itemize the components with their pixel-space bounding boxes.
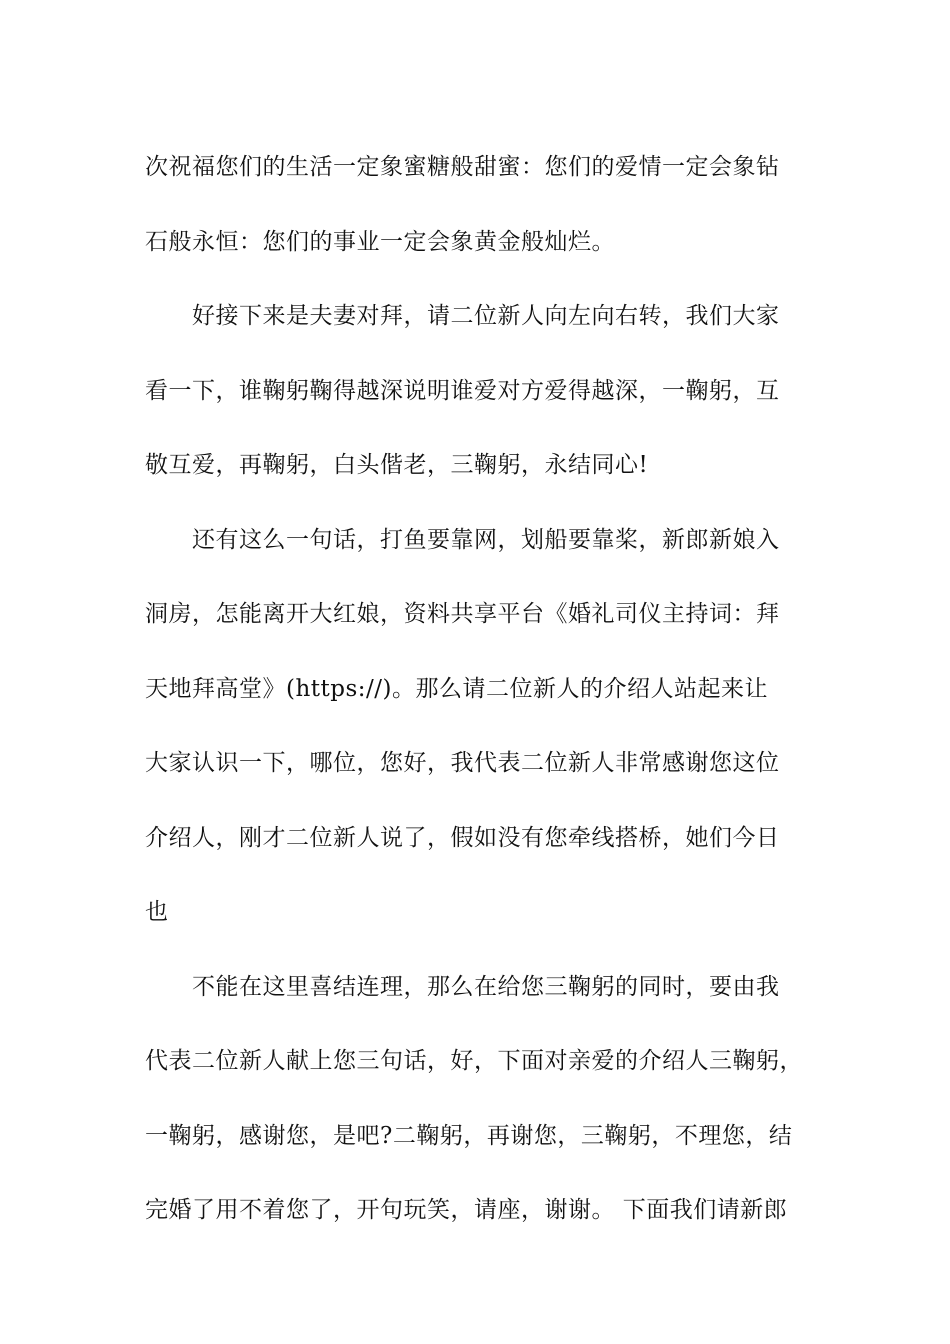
text-line: 石般永恒：您们的事业一定会象黄金般灿烂。 [145, 228, 615, 255]
text-line: 敬互爱，再鞠躬，白头偕老，三鞠躬，永结同心! [145, 452, 649, 478]
text-line: 一鞠躬，感谢您，是吧?二鞠躬，再谢您，三鞠躬，不理您，结 [145, 1122, 793, 1149]
text-line: 洞房，怎能离开大红娘，资料共享平台《婚礼司仪主持词：拜 [145, 601, 780, 627]
text-line: 代表二位新人献上您三句话，好，下面对亲爱的介绍人三鞠躬， [145, 1048, 803, 1074]
text-line: 完婚了用不着您了，开句玩笑，请座，谢谢。 下面我们请新郎 [145, 1197, 788, 1223]
paragraph-start-line: 还有这么一句话，打鱼要靠网，划船要靠桨，新郎新娘入 [192, 526, 780, 553]
text-line: 也 [145, 899, 169, 925]
text-line: 次祝福您们的生活一定象蜜糖般甜蜜：您们的爱情一定会象钻 [145, 154, 780, 180]
text-line: 介绍人，刚才二位新人说了，假如没有您牵线搭桥，她们今日 [145, 824, 780, 851]
text-line: 看一下，谁鞠躬鞠得越深说明谁爱对方爱得越深，一鞠躬，互 [145, 377, 780, 404]
paragraph-start-line: 不能在这里喜结连理，那么在给您三鞠躬的同时，要由我 [192, 973, 780, 1000]
document-body [145, 130, 805, 1248]
text-line: 大家认识一下，哪位，您好，我代表二位新人非常感谢您这位 [145, 750, 780, 776]
text-line: 天地拜高堂》(https://)。那么请二位新人的介绍人站起来让 [145, 675, 769, 702]
paragraph-start-line: 好接下来是夫妻对拜，请二位新人向左向右转，我们大家 [192, 303, 780, 329]
